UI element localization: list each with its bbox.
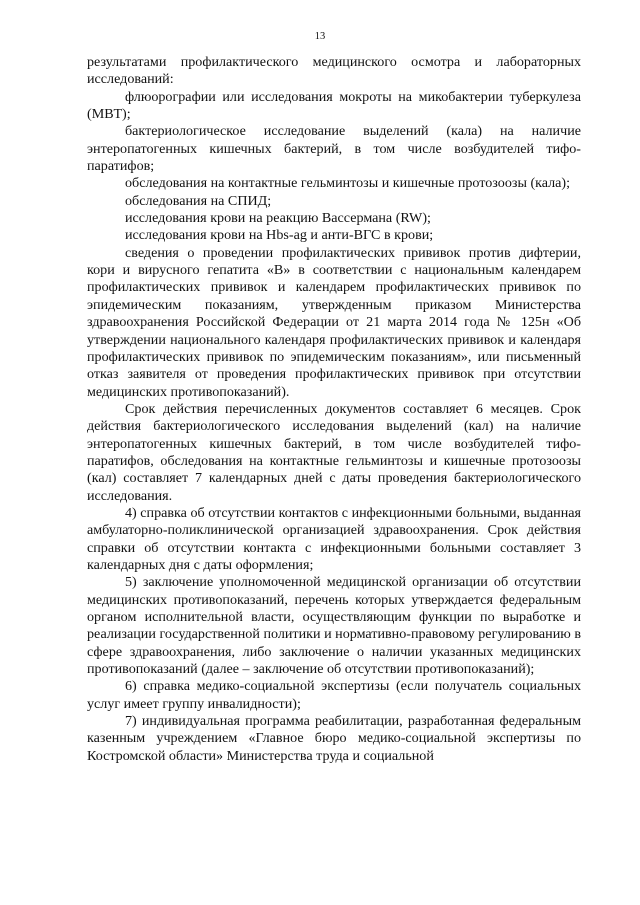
paragraph-validity-period: Срок действия перечисленных документов составляет 6 месяцев. Срок действия бактериологического исследования выделений (кал) на наличие энтеропатогенных кишечных бактерий, в том числе возбудителей тифо-паратифов, обследования на контактные гельминтозы и кишечные протозоозы (кал) составляет 7 календарных дней с даты проведения бактериологического исследования. xyxy=(87,400,581,504)
paragraph-continuation: результатами профилактического медицинского осмотра и лабораторных исследований: xyxy=(87,54,581,88)
paragraph-hbs-test: исследования крови на Hbs-ag и анти-ВГС в крови; xyxy=(125,227,434,244)
paragraph-item-4: 4) справка об отсутствии контактов с инфекционными больными, выданная амбулаторно-поликлинической организацией здравоохранения. Срок действия справки об отсутствии контакта с инфекционными больными составляет 3 календарных дня с даты оформления; xyxy=(87,504,581,573)
page-number: 13 xyxy=(314,31,326,42)
paragraph-hiv-test: обследования на СПИД; xyxy=(125,192,272,209)
paragraph-item-5: 5) заключение уполномоченной медицинской организации об отсутствии медицинских противопоказаний, перечень которых утверждается федеральным органом исполнительной власти, осуществляющим функции по выработке и реализации государственной политики и нормативно-правовому регулированию в сфере здравоохранения, либо заключение о наличии указанных медицинских противопоказаний (далее – заключение об отсутствии противопоказаний); xyxy=(87,574,581,678)
paragraph-item-7: 7) индивидуальная программа реабилитации, разработанная федеральным казенным учреждением «Главное бюро медико-социальной экспертизы по Костромской области» Министерства труда и социальной xyxy=(87,713,581,764)
paragraph-fluorography: флюорографии или исследования мокроты на микобактерии туберкулеза (МВТ); xyxy=(87,88,581,123)
body-text xyxy=(87,54,581,765)
paragraph-wassermann-test: исследования крови на реакцию Вассермана (RW); xyxy=(125,210,431,227)
paragraph-bacteriological-test: бактериологическое исследование выделений (кала) на наличие энтеропатогенных кишечных бактерий, в том числе возбудителей тифо-паратифов; xyxy=(87,123,581,175)
paragraph-item-6: 6) справка медико-социальной экспертизы (если получатель социальных услуг имеет группу инвалидности); xyxy=(87,678,581,712)
paragraph-helminth-test: обследования на контактные гельминтозы и кишечные протозоозы (кала); xyxy=(125,175,571,192)
paragraph-vaccination-info: сведения о проведении профилактических прививок против дифтерии, кори и вирусного гепатита «В» в соответствии с национальным календарем профилактических прививок и календарем профилактических прививок по эпидемическим показаниям, утвержденным приказом Министерства здравоохранения Российской Федерации от 21 марта 2014 года № 125н «Об утверждении национального календаря профилактических прививок и календаря профилактических прививок по эпидемическим показаниям», или письменный отказ заявителя от проведения профилактических прививок при отсутствии медицинских противопоказаний). xyxy=(87,244,581,400)
